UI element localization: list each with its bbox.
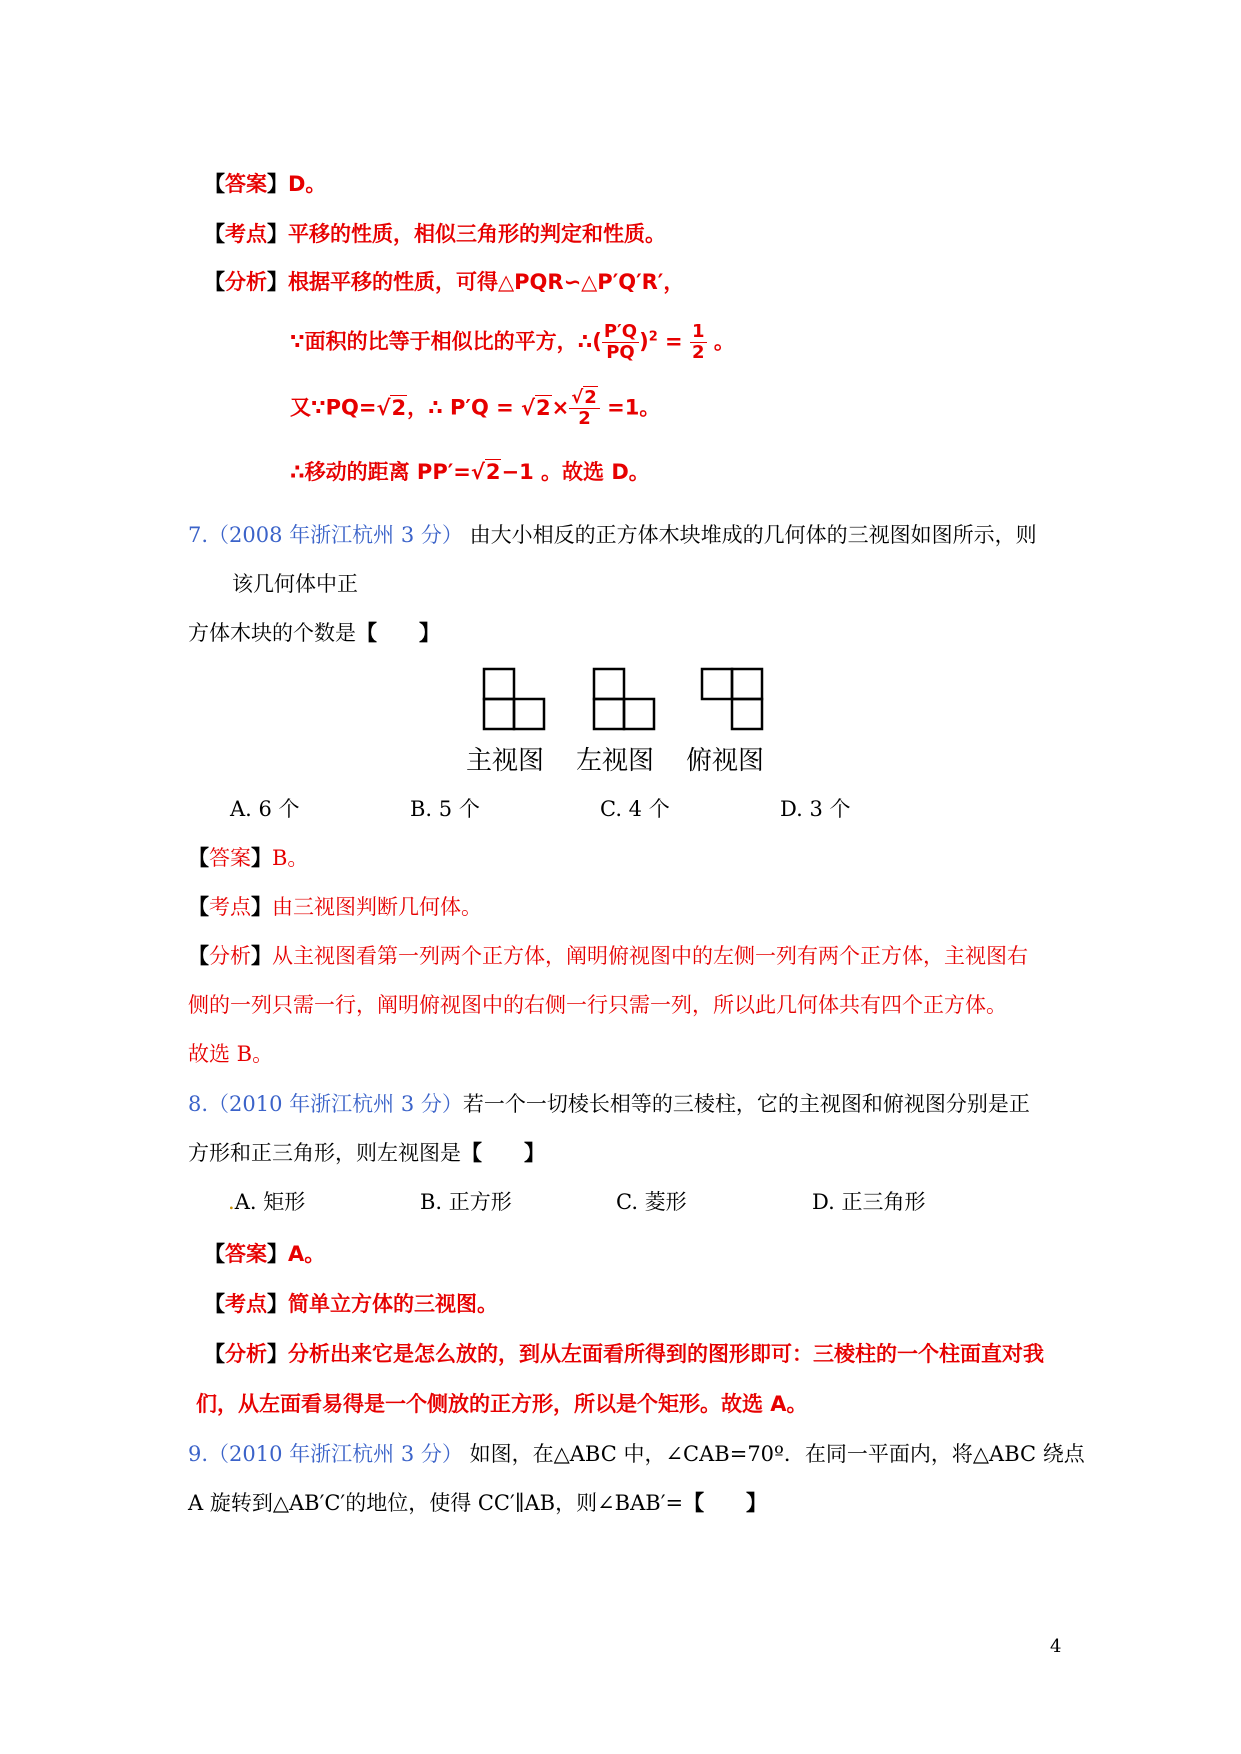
q7-fenxi-line1: 【分析】从主视图看第一列两个正方体，阐明俯视图中的左侧一列有两个正方体，主视图右	[188, 943, 1028, 968]
q7-option-b: B. 5 个	[410, 797, 480, 821]
front-view-top-square	[484, 669, 514, 699]
q8-options-row	[228, 1188, 305, 1216]
q8-line1: 8.（2010 年浙江杭州 3 分）若一个一切棱长相等的三棱柱，它的主视图和俯视图分别是正	[188, 1092, 1030, 1116]
left-view-bottom-right-square	[624, 699, 654, 729]
q8-fenxi-line2: 们，从左面看易得是一个侧放的正方形，所以是个矩形。故选 A。	[196, 1392, 808, 1416]
page-number: 4	[1050, 1636, 1062, 1657]
q7-option-a: A. 6 个	[230, 797, 300, 821]
q8-kaodian: 【考点】简单立方体的三视图。	[204, 1292, 498, 1316]
q8-option-b: B. 正方形	[420, 1190, 512, 1214]
three-views-drawing	[470, 660, 790, 740]
q8-option-a: A. 矩形	[234, 1190, 306, 1214]
q7-line3: 方体木块的个数是【 】	[188, 620, 440, 645]
q7-fenxi-line2: 侧的一列只需一行，阐明俯视图中的右侧一行只需一列，所以此几何体共有四个正方体。	[188, 993, 1007, 1017]
top-view-top-right-square	[732, 669, 762, 699]
q8-answer: 【答案】A。	[204, 1242, 326, 1266]
front-view-bottom-right-square	[514, 699, 544, 729]
q9-line1: 9.（2010 年浙江杭州 3 分） 如图，在△ABC 中，∠CAB=70º．在同一平面内，将△ABC 绕点	[188, 1442, 1085, 1466]
q8-dot: .	[228, 1190, 235, 1214]
q7-line1: 7.（2008 年浙江杭州 3 分） 由大小相反的正方体木块堆成的几何体的三视图如图所示，则	[188, 523, 1037, 547]
q7-option-d: D. 3 个	[780, 797, 851, 821]
q8-line2: 方形和正三角形，则左视图是【 】	[188, 1140, 545, 1165]
top-view-top-left-square	[702, 669, 732, 699]
prev-fenxi-line4: ∴移动的距离 PP′=√2−1 。故选 D。	[290, 460, 650, 484]
prev-fenxi-line2: ∵面积的比等于相似比的平方，∴( $\frac{P'Q}{PQ}$ )$^2$ = $\frac{1}{2}$ 。	[290, 321, 735, 363]
q9-line2: A 旋转到△AB′C′的地位，使得 CC′∥AB，则∠BAB′=【 】	[188, 1490, 768, 1515]
front-view-bottom-left-square	[484, 699, 514, 729]
q7-kaodian: 【考点】由三视图判断几何体。	[188, 894, 482, 919]
q8-option-d: D. 正三角形	[812, 1190, 926, 1214]
prev-kaodian: 【考点】平移的性质，相似三角形的判定和性质。	[204, 222, 666, 246]
q8-option-c: C. 菱形	[616, 1190, 687, 1214]
q7-answer: 【答案】B。	[188, 845, 309, 870]
prev-fenxi-line3: 又∵PQ=√2，∴ P′Q = √2× $\frac{√2}{2}$ =1。	[290, 387, 661, 429]
top-view-bottom-right-square	[732, 699, 762, 729]
left-view-top-square	[594, 669, 624, 699]
prev-answer: 【答案】D。	[204, 172, 327, 196]
q7-fenxi-line3: 故选 B。	[188, 1042, 274, 1066]
q7-option-c: C. 4 个	[600, 797, 670, 821]
left-view-bottom-left-square	[594, 699, 624, 729]
front-view-label: 主视图	[466, 746, 545, 776]
prev-fenxi-line1: 【分析】根据平移的性质，可得△PQR∽△P′Q′R′，	[204, 270, 685, 294]
top-view-label: 俯视图	[686, 746, 765, 776]
left-view-label: 左视图	[576, 746, 655, 776]
q7-line2: 该几何体中正	[232, 572, 358, 596]
q8-fenxi-line1: 【分析】分析出来它是怎么放的，到从左面看所得到的图形即可：三棱柱的一个柱面直对我	[204, 1342, 1044, 1366]
